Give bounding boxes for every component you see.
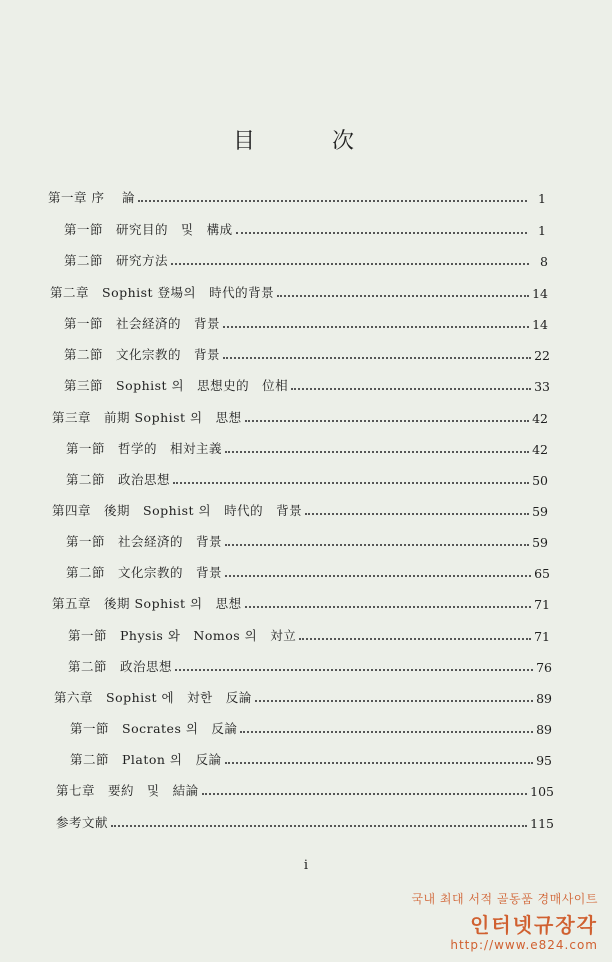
- toc-label: 第二節 Platon 의 反論: [70, 752, 222, 767]
- toc-references: [56, 811, 554, 831]
- toc-label: 第一章 序 論: [48, 190, 135, 205]
- toc-label: 参考文献: [56, 815, 109, 830]
- toc-page: 65: [534, 566, 550, 581]
- toc-label: 第二節 文化宗教的 背景: [64, 347, 221, 362]
- leader-dots: [223, 357, 531, 359]
- toc-page: 14: [532, 286, 548, 301]
- leader-dots: [277, 295, 529, 297]
- toc-label: 第一節 Socrates 의 反論: [70, 721, 238, 736]
- leader-dots: [171, 263, 529, 265]
- leader-dots: [305, 513, 529, 515]
- toc-label: 第一節 研究目的 및 構成: [64, 222, 233, 237]
- toc-page: 115: [530, 816, 554, 831]
- toc-section-1-1: [64, 218, 546, 238]
- toc-section-4-2: [66, 561, 550, 581]
- page-number: i: [303, 858, 309, 873]
- watermark: [368, 890, 598, 952]
- toc-label: 第三節 Sophist 의 思想史的 位相: [64, 378, 289, 393]
- toc-label: 第二節 政治思想: [66, 472, 171, 487]
- leader-dots: [255, 700, 533, 702]
- toc-page: 42: [532, 411, 548, 426]
- toc-chapter-5: [52, 592, 550, 612]
- leader-dots: [291, 388, 531, 390]
- toc-section-2-1: [64, 312, 548, 332]
- toc-page: 76: [536, 660, 552, 675]
- leader-dots: [245, 420, 529, 422]
- toc-chapter-2: [50, 281, 548, 301]
- toc-section-2-3: [64, 374, 550, 394]
- leader-dots: [225, 451, 529, 453]
- leader-dots: [225, 762, 533, 764]
- toc-section-2-2: [64, 343, 550, 363]
- toc-section-1-2: [64, 249, 548, 269]
- toc-page: 71: [534, 597, 550, 612]
- leader-dots: [173, 482, 529, 484]
- toc-page: 71: [534, 629, 550, 644]
- toc-page: 59: [532, 504, 548, 519]
- toc-chapter-1: [48, 186, 546, 206]
- leader-dots: [240, 731, 533, 733]
- toc-chapter-4: [52, 499, 548, 519]
- toc-page: 89: [536, 691, 552, 706]
- watermark-tagline: 국내 최대 서적 골동품 경매사이트: [411, 892, 598, 906]
- leader-dots: [111, 825, 527, 827]
- leader-dots: [138, 200, 527, 202]
- toc-page: 89: [536, 722, 552, 737]
- toc-label: 第五章 後期 Sophist 의 思想: [52, 596, 242, 611]
- toc-label: 第二節 政治思想: [68, 659, 173, 674]
- toc-label: 第七章 要約 및 結論: [56, 783, 199, 798]
- toc-label: 第四章 後期 Sophist 의 時代的 背景: [52, 503, 303, 518]
- toc-page: 33: [534, 379, 550, 394]
- toc-chapter-7: [56, 779, 554, 799]
- leader-dots: [299, 638, 531, 640]
- toc-label: 第一節 Physis 와 Nomos 의 対立: [68, 628, 297, 643]
- toc-label: 第二章 Sophist 登場의 時代的背景: [50, 285, 275, 300]
- toc-chapter-6: [54, 686, 552, 706]
- leader-dots: [225, 544, 529, 546]
- toc-label: 第一節 社会経済的 背景: [66, 534, 223, 549]
- toc-page: 95: [536, 753, 552, 768]
- toc-section-5-1: [68, 624, 550, 644]
- toc-label: 第二節 研究方法: [64, 253, 169, 268]
- watermark-brand: 인터넷규장각: [470, 913, 598, 937]
- toc-page: 1: [538, 223, 546, 238]
- leader-dots: [223, 326, 529, 328]
- toc-label: 第三章 前期 Sophist 의 思想: [52, 410, 242, 425]
- leader-dots: [236, 232, 527, 234]
- toc-section-3-2: [66, 468, 548, 488]
- watermark-url: http://www.e824.com: [450, 938, 598, 952]
- toc-page: 105: [530, 784, 554, 799]
- toc-page: 50: [532, 473, 548, 488]
- title-char-1: 目: [233, 129, 256, 154]
- toc-page: 14: [532, 317, 548, 332]
- toc-section-6-2: [70, 748, 552, 768]
- toc-page: 1: [538, 191, 546, 206]
- toc-page: 42: [532, 442, 548, 457]
- toc-chapter-3: [52, 406, 548, 426]
- toc-page: 22: [534, 348, 550, 363]
- leader-dots: [225, 575, 531, 577]
- toc-label: 第二節 文化宗教的 背景: [66, 565, 223, 580]
- toc-page: 8: [540, 254, 548, 269]
- leader-dots: [245, 606, 531, 608]
- toc-section-3-1: [66, 437, 548, 457]
- toc-section-5-2: [68, 655, 552, 675]
- toc-page: 59: [532, 535, 548, 550]
- toc-label: 第一節 社会経済的 背景: [64, 316, 221, 331]
- leader-dots: [202, 793, 528, 795]
- toc-label: 第六章 Sophist 에 対한 反論: [54, 690, 252, 705]
- title-char-2: 次: [332, 129, 355, 154]
- toc-section-4-1: [66, 530, 548, 550]
- leader-dots: [175, 669, 533, 671]
- toc-label: 第一節 哲学的 相対主義: [66, 441, 223, 456]
- toc-section-6-1: [70, 717, 552, 737]
